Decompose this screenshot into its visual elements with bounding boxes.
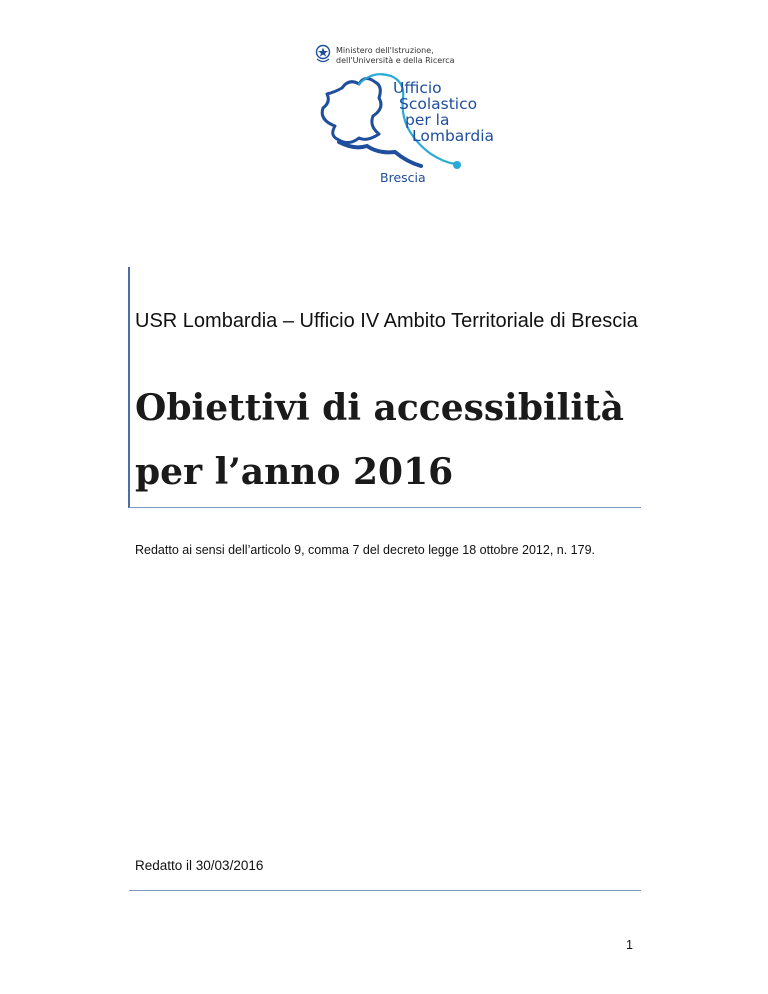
ministry-name: Ministero dell'Istruzione, dell'Università e della Ricerca [336, 46, 455, 65]
title-line-1: Obiettivi di accessibilità [135, 387, 624, 429]
office-name: Ufficio Scolastico per la Lombardia [393, 79, 495, 145]
document-date: Redatto il 30/03/2016 [135, 858, 264, 873]
title-divider [129, 507, 641, 508]
page-number: 1 [626, 938, 633, 952]
title-line-2: per l’anno 2016 [135, 451, 454, 493]
legal-reference: Redatto ai sensi dell’articolo 9, comma 7 del decreto legge 18 ottobre 2012, n. 179. [135, 543, 596, 557]
date-divider [129, 890, 641, 891]
logo-city: Brescia [380, 170, 426, 185]
document-title [135, 376, 624, 504]
title-block-left-rule [128, 267, 130, 508]
republic-emblem-icon [315, 44, 331, 64]
office-logo [309, 40, 499, 188]
organization-name: USR Lombardia – Ufficio IV Ambito Territoriale di Brescia [135, 310, 638, 332]
